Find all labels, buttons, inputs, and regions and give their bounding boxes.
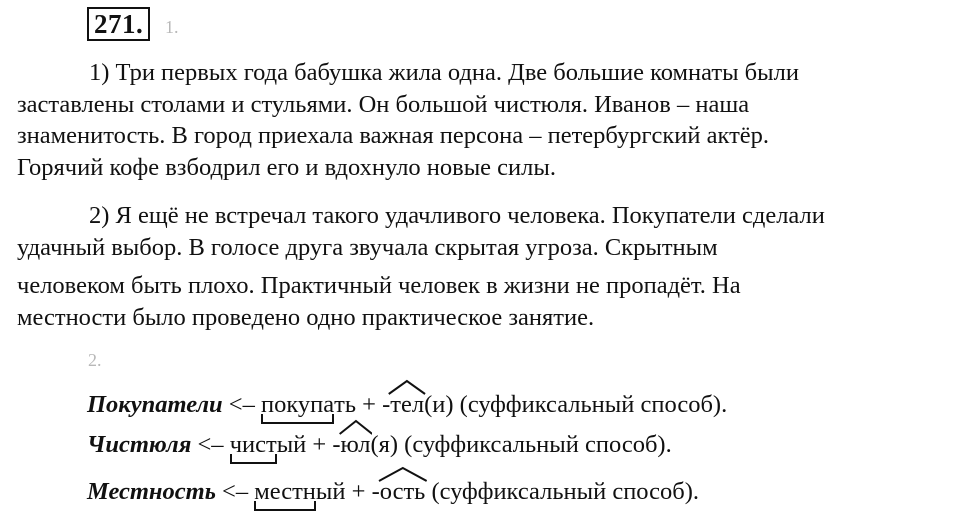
ending-text: (я): [370, 431, 399, 458]
suffix-arc-icon: [388, 379, 426, 395]
suffix-text: юл: [340, 431, 371, 458]
plus-sign: + -: [356, 391, 391, 418]
text-line: заставлены столами и стульями. Он большой чистюля. Иванов – наша: [17, 90, 750, 118]
suffix-morpheme: [390, 390, 424, 420]
base-rest: ый: [315, 478, 346, 505]
text-line: удачный выбор. В голосе друга звучала скрытая угроза. Скрытным: [17, 233, 718, 261]
analyzed-word: Местность: [87, 478, 216, 505]
analyzed-word: Покупатели: [87, 391, 223, 418]
paragraph-1: [17, 57, 937, 183]
base-rest: ть: [334, 391, 357, 418]
text-line: 2) Я ещё не встречал такого удачливого человека. Покупатели сделали: [89, 202, 825, 229]
paragraph-2: [17, 200, 937, 333]
derivation-arrow: <–: [215, 478, 255, 505]
suffix-arc-icon: [339, 419, 373, 435]
analyzed-word: Чистюля: [87, 431, 192, 458]
plus-sign: + -: [345, 478, 380, 505]
root-morpheme: [230, 430, 277, 460]
text-line: местности было проведено одно практическое занятие.: [17, 303, 595, 331]
root-morpheme: [261, 390, 334, 420]
base-rest: ый: [276, 431, 307, 458]
analysis-row: [87, 430, 672, 460]
derivation-arrow: <–: [222, 391, 261, 418]
exercise-number: 271.: [87, 7, 150, 41]
root-bracket-icon: [261, 414, 334, 424]
part1-marker: 1.: [165, 17, 179, 37]
suffix-text: ость: [379, 478, 426, 505]
root-text: покупа: [261, 391, 335, 418]
root-bracket-icon: [254, 501, 316, 511]
suffix-text: тел: [390, 391, 425, 418]
root-text: чист: [229, 431, 277, 458]
suffix-morpheme: [380, 477, 426, 507]
suffix-arc-icon: [378, 466, 428, 482]
method-text: (суффиксальный способ).: [398, 431, 672, 458]
analysis-row: [87, 390, 727, 420]
analysis-row: [87, 477, 699, 507]
text-line: 1) Три первых года бабушка жила одна. Две большие комнаты были: [89, 59, 799, 86]
text-line: человеком быть плохо. Практичный человек в жизни не пропадёт. На: [17, 272, 741, 299]
method-text: (суффиксальный способ).: [425, 478, 700, 505]
derivation-arrow: <–: [191, 431, 230, 458]
root-text: местн: [254, 478, 316, 505]
text-line: Горячий кофе взбодрил его и вдохнуло новые силы.: [17, 153, 556, 181]
root-morpheme: [254, 477, 316, 507]
ending-text: (и): [424, 391, 454, 418]
text-line: знаменитость. В город приехала важная персона – петербургский актёр.: [17, 122, 770, 149]
plus-sign: + -: [306, 431, 341, 458]
part2-marker: 2.: [88, 350, 102, 370]
method-text: (суффиксальный способ).: [453, 391, 728, 418]
suffix-morpheme: [341, 430, 371, 460]
root-bracket-icon: [230, 454, 277, 464]
